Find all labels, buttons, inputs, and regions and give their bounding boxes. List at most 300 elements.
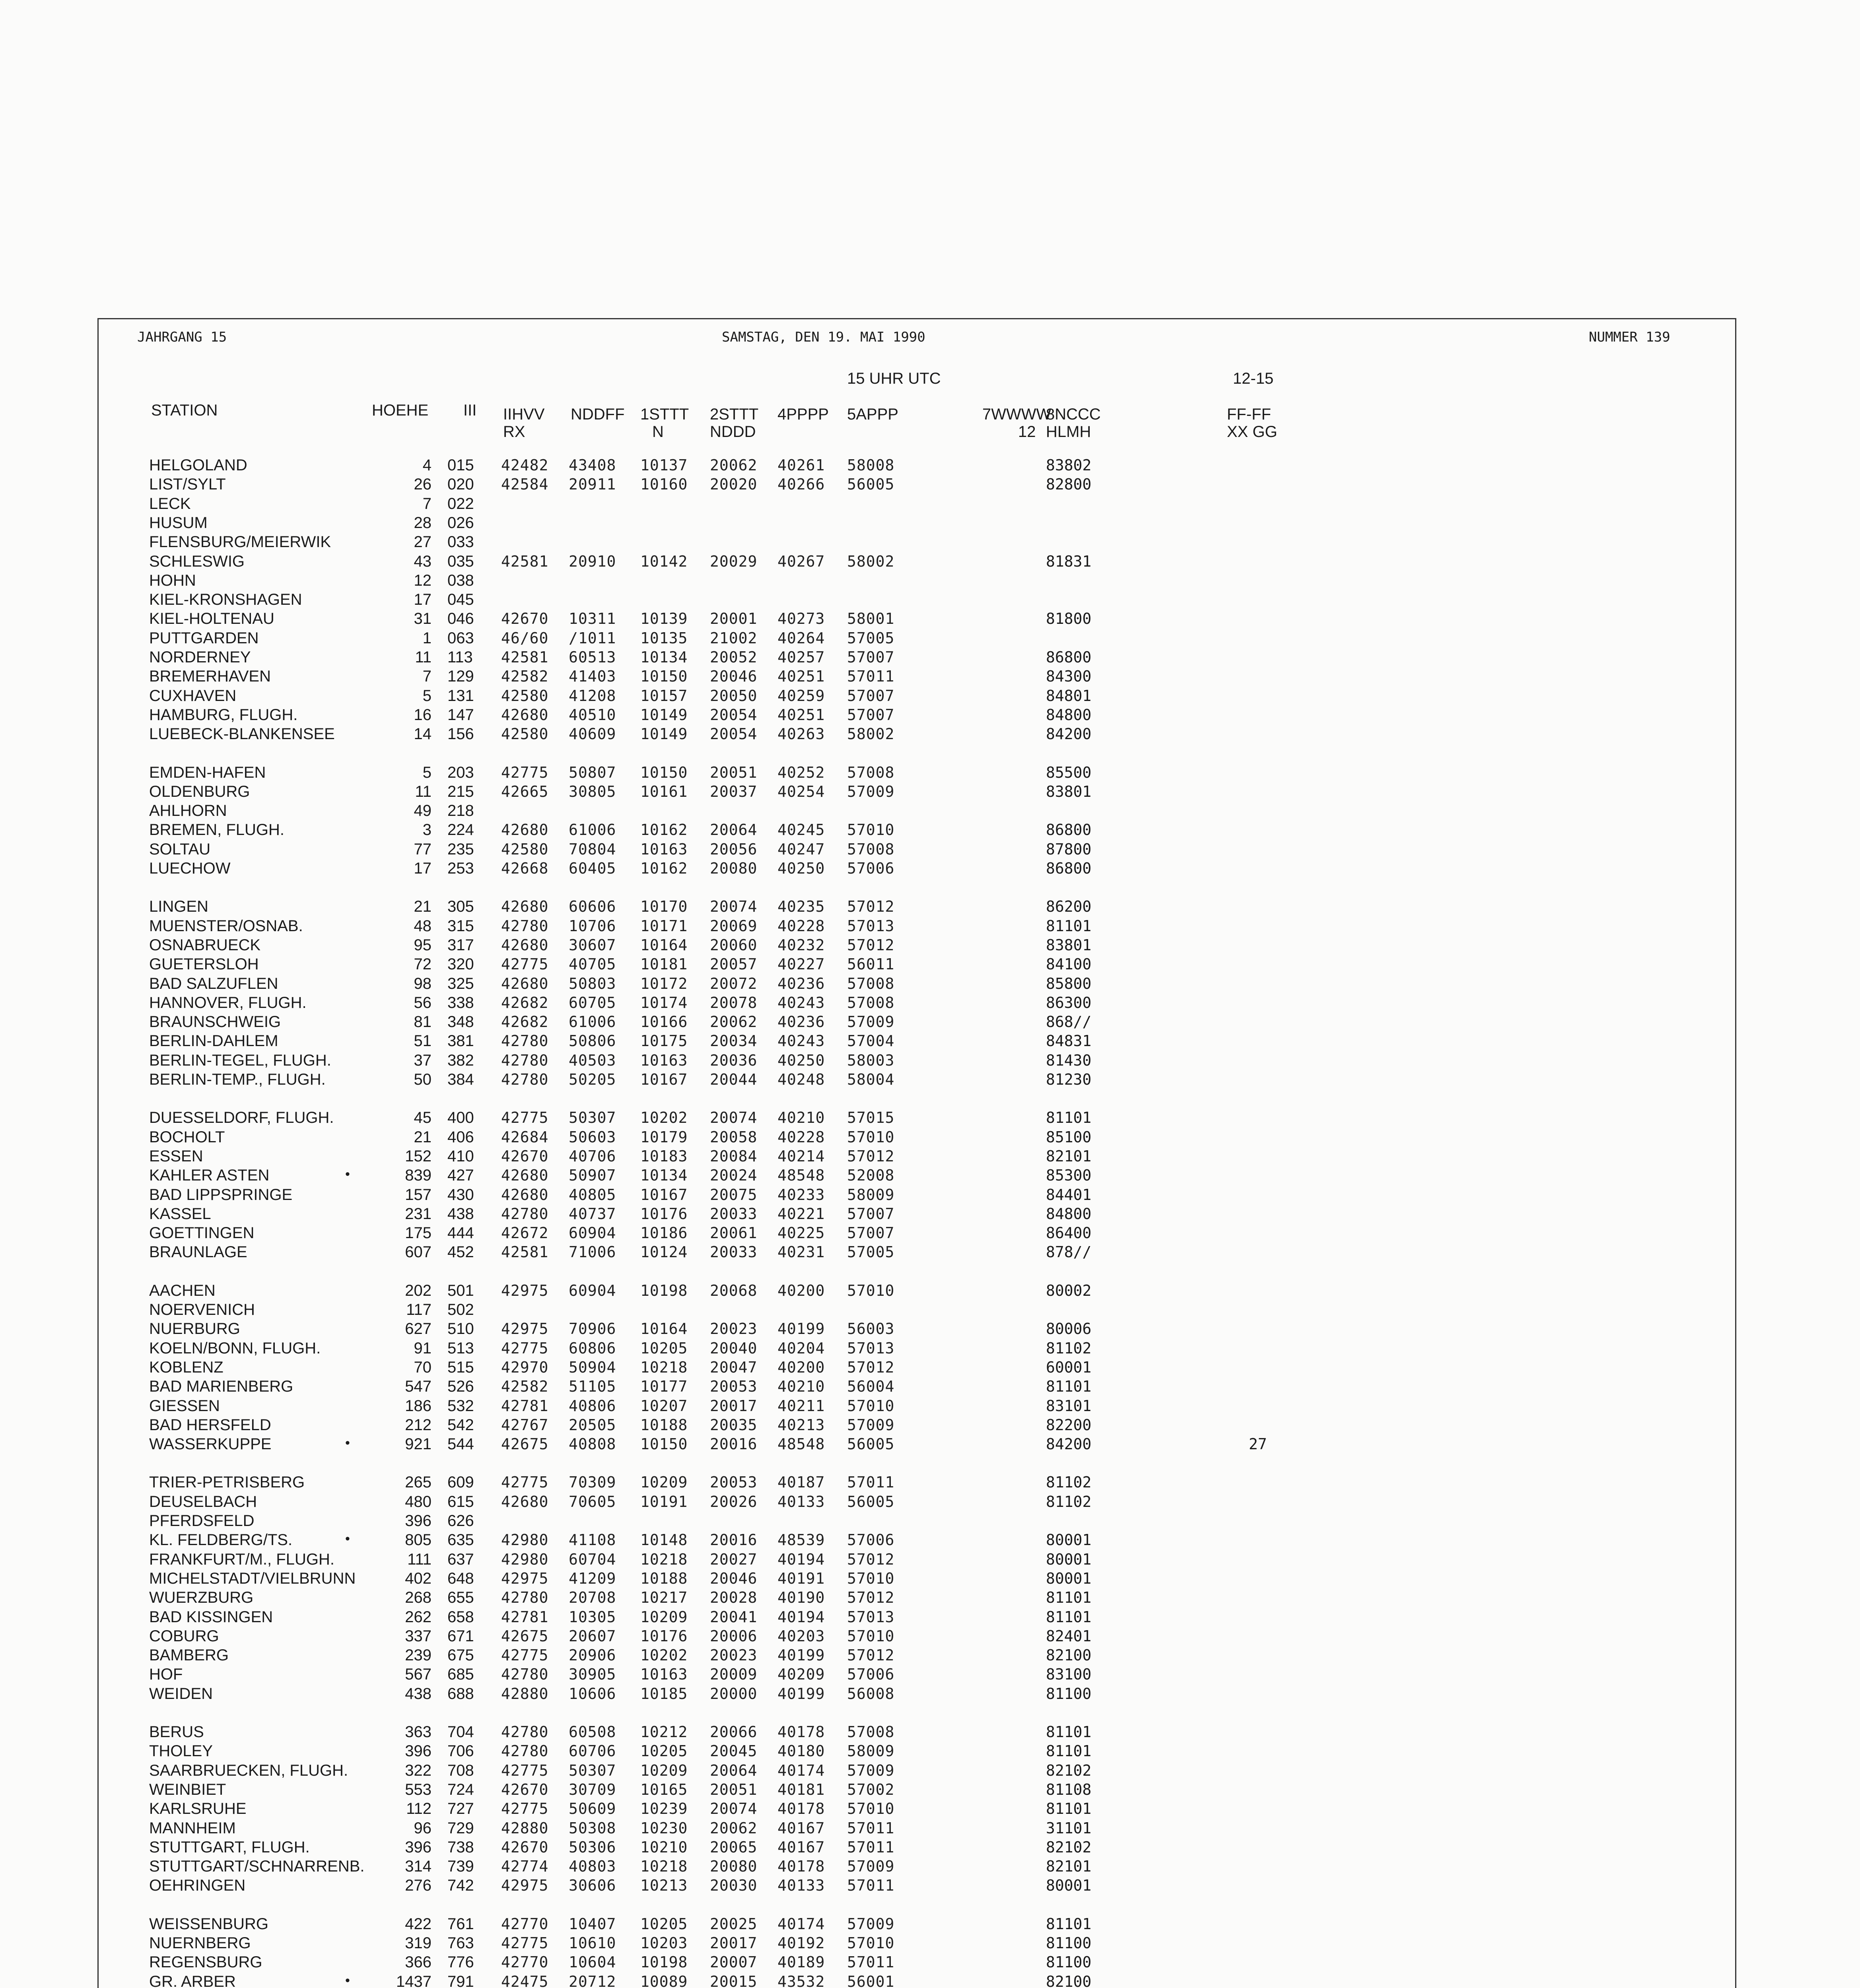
group-6: 57008 [847, 1723, 895, 1741]
group-6: 56008 [847, 1685, 895, 1703]
group-2: 51105 [569, 1378, 616, 1396]
group-1: 42780 [501, 1071, 549, 1088]
group-3: 10209 [640, 1761, 688, 1779]
col-xxgg: XX GG [1227, 423, 1277, 441]
col-nddd: NDDD [710, 423, 756, 441]
group-6: 58001 [847, 610, 895, 628]
group-6: 57002 [847, 1780, 895, 1798]
station-id: 615 [447, 1493, 474, 1510]
group-3: 10150 [640, 1435, 688, 1453]
group-4: 20017 [710, 1397, 758, 1415]
group-6: 57008 [847, 975, 895, 992]
station-id: 685 [447, 1666, 474, 1683]
group-2: 40806 [569, 1397, 616, 1415]
group-4: 20037 [710, 782, 758, 800]
group-4: 20030 [710, 1877, 758, 1895]
group-4: 20062 [710, 1819, 758, 1837]
group-8: 81101 [1046, 1109, 1092, 1127]
group-2: 61006 [569, 1013, 616, 1031]
group-1: 42775 [501, 1109, 549, 1127]
col-iihvv: IIHVV [503, 406, 545, 423]
table-row [0, 1301, 1860, 1320]
station-name: KIEL-KRONSHAGEN [149, 591, 302, 609]
table-row [0, 1762, 1860, 1781]
height: 43 [414, 552, 431, 570]
group-4: 20026 [710, 1493, 758, 1510]
group-8: 86800 [1046, 648, 1092, 666]
station-name: FRANKFURT/M., FLUGH. [149, 1550, 334, 1568]
station-name: GR. ARBER [149, 1972, 236, 1988]
station-name: LUEBECK-BLANKENSEE [149, 725, 335, 743]
height: 547 [405, 1378, 431, 1396]
group-1: 42580 [501, 687, 549, 705]
table-row [0, 610, 1860, 629]
group-1: 42775 [501, 763, 549, 781]
table-row [0, 1416, 1860, 1435]
height: 28 [414, 514, 431, 532]
group-6: 57012 [847, 1550, 895, 1568]
group-5: 40214 [777, 1147, 825, 1165]
station-name: KIEL-HOLTENAU [149, 610, 274, 628]
station-id: 224 [447, 821, 474, 839]
group-4: 21002 [710, 629, 758, 647]
height: 262 [405, 1608, 431, 1626]
group-2: 50609 [569, 1800, 616, 1818]
table-row [0, 1224, 1860, 1243]
group-8: 83801 [1046, 782, 1092, 800]
group-4: 20053 [710, 1474, 758, 1491]
group-8: 31101 [1046, 1819, 1092, 1837]
group-4: 20064 [710, 821, 758, 839]
group-5: 40221 [777, 1205, 825, 1223]
group-2: 60405 [569, 860, 616, 877]
group-8: 85300 [1046, 1167, 1092, 1184]
station-name: BAD SALZUFLEN [149, 975, 278, 992]
station-name: THOLEY [149, 1742, 213, 1760]
group-4: 20023 [710, 1320, 758, 1338]
mountain-marker: • [345, 1531, 350, 1547]
group-1: 42775 [501, 1339, 549, 1357]
station-name: SCHLESWIG [149, 552, 245, 570]
station-id: 063 [447, 629, 474, 647]
group-6: 57012 [847, 1589, 895, 1607]
group-5: 40250 [777, 860, 825, 877]
group-4: 20072 [710, 975, 758, 992]
group-3: 10175 [640, 1032, 688, 1050]
group-2: 40510 [569, 706, 616, 724]
height: 805 [405, 1531, 431, 1549]
table-row [0, 1013, 1860, 1032]
group-1: 42880 [501, 1819, 549, 1837]
group-5: 40236 [777, 1013, 825, 1031]
group-2: 30709 [569, 1780, 616, 1798]
station-name: KARLSRUHE [149, 1800, 247, 1818]
station-name: WEIDEN [149, 1685, 213, 1703]
station-name: BERLIN-TEGEL, FLUGH. [149, 1051, 331, 1069]
height: 839 [405, 1167, 431, 1184]
table-row [0, 456, 1860, 476]
group-1: 42770 [501, 1915, 549, 1933]
group-2: 40706 [569, 1147, 616, 1165]
station-id: 637 [447, 1550, 474, 1568]
group-8: 80001 [1046, 1550, 1092, 1568]
station-id: 791 [447, 1972, 474, 1988]
station-name: MICHELSTADT/VIELBRUNN [149, 1569, 356, 1587]
station-name: BAD MARIENBERG [149, 1378, 293, 1396]
group-3: 10150 [640, 763, 688, 781]
group-5: 40178 [777, 1800, 825, 1818]
group-3: 10181 [640, 955, 688, 973]
group-1: 42684 [501, 1128, 549, 1146]
group-2: 50803 [569, 975, 616, 992]
height: 363 [405, 1723, 431, 1741]
group-3: 10163 [640, 840, 688, 858]
table-row [0, 1953, 1860, 1972]
table-row [0, 821, 1860, 840]
height: 231 [405, 1205, 431, 1223]
group-3: 10188 [640, 1416, 688, 1434]
station-name: LECK [149, 495, 191, 513]
group-6: 57004 [847, 1032, 895, 1050]
group-1: 42775 [501, 1800, 549, 1818]
group-8: 82101 [1046, 1147, 1092, 1165]
group-8: 81230 [1046, 1071, 1092, 1088]
table-row [0, 1512, 1860, 1531]
height: 31 [414, 610, 431, 628]
group-1: 42780 [501, 1205, 549, 1223]
group-8: 82102 [1046, 1838, 1092, 1856]
group-1: 42582 [501, 1378, 549, 1396]
col-hlmh: HLMH [1046, 423, 1091, 441]
station-id: 544 [447, 1435, 474, 1453]
table-row [0, 841, 1860, 860]
group-3: 10157 [640, 687, 688, 705]
col-4pppp: 4PPPP [777, 406, 829, 423]
height: 17 [414, 860, 431, 877]
group-3: 10124 [640, 1243, 688, 1261]
station-id: 688 [447, 1685, 474, 1703]
group-1: 42580 [501, 725, 549, 743]
table-row [0, 1378, 1860, 1397]
group-4: 20074 [710, 898, 758, 916]
group-4: 20015 [710, 1972, 758, 1988]
group-5: 40200 [777, 1358, 825, 1376]
group-8: 84200 [1046, 1435, 1092, 1453]
group-4: 20033 [710, 1243, 758, 1261]
group-4: 20000 [710, 1685, 758, 1703]
group-3: 10202 [640, 1109, 688, 1127]
station-name: AACHEN [149, 1281, 216, 1299]
group-9: 27 [1249, 1435, 1267, 1453]
group-6: 57007 [847, 1205, 895, 1223]
group-6: 57010 [847, 1627, 895, 1645]
group-4: 20074 [710, 1109, 758, 1127]
group-8: 83801 [1046, 936, 1092, 954]
group-5: 40250 [777, 1051, 825, 1069]
table-row [0, 629, 1860, 648]
group-3: 10217 [640, 1589, 688, 1607]
station-id: 675 [447, 1646, 474, 1664]
group-3: 10170 [640, 898, 688, 916]
group-2: 60704 [569, 1550, 616, 1568]
station-id: 510 [447, 1320, 474, 1338]
group-8: 81101 [1046, 917, 1092, 935]
station-name: KOELN/BONN, FLUGH. [149, 1339, 321, 1357]
station-id: 738 [447, 1838, 474, 1856]
table-row [0, 648, 1860, 668]
group-1: 42581 [501, 552, 549, 570]
station-id: 776 [447, 1953, 474, 1971]
station-name: KOBLENZ [149, 1358, 224, 1376]
group-3: 10148 [640, 1531, 688, 1549]
station-name: BREMERHAVEN [149, 668, 271, 685]
station-name: REGENSBURG [149, 1953, 262, 1971]
group-3: 10134 [640, 1167, 688, 1184]
group-5: 40247 [777, 840, 825, 858]
station-name: BAD LIPPSPRINGE [149, 1186, 293, 1204]
station-id: 626 [447, 1512, 474, 1530]
group-8: 878// [1046, 1243, 1092, 1261]
height: 26 [414, 476, 431, 493]
group-5: 40248 [777, 1071, 825, 1088]
group-5: 40210 [777, 1109, 825, 1127]
group-5: 40252 [777, 763, 825, 781]
group-6: 56011 [847, 955, 895, 973]
group-1: 42482 [501, 456, 549, 474]
station-id: 033 [447, 533, 474, 551]
station-name: MUENSTER/OSNAB. [149, 917, 303, 935]
group-5: 40236 [777, 975, 825, 992]
group-8: 84200 [1046, 725, 1092, 743]
group-1: 42670 [501, 1780, 549, 1798]
group-2: 50306 [569, 1838, 616, 1856]
table-row [0, 725, 1860, 744]
group-1: 42682 [501, 1013, 549, 1031]
group-8: 60001 [1046, 1358, 1092, 1376]
station-id: 515 [447, 1358, 474, 1376]
group-3: 10149 [640, 706, 688, 724]
height: 48 [414, 917, 431, 935]
group-4: 20062 [710, 456, 758, 474]
table-row [0, 553, 1860, 572]
station-name: LIST/SYLT [149, 476, 226, 493]
station-name: HAMBURG, FLUGH. [149, 706, 298, 724]
group-2: 10604 [569, 1953, 616, 1971]
height: 91 [414, 1339, 431, 1357]
table-row [0, 514, 1860, 533]
group-2: 40808 [569, 1435, 616, 1453]
table-row [0, 1243, 1860, 1262]
station-name: HOHN [149, 571, 196, 589]
group-8: 868// [1046, 1013, 1092, 1031]
station-id: 427 [447, 1167, 474, 1184]
group-3: 10230 [640, 1819, 688, 1837]
group-5: 40199 [777, 1685, 825, 1703]
height: 12 [414, 571, 431, 589]
group-8: 86800 [1046, 860, 1092, 877]
height: 239 [405, 1646, 431, 1664]
group-3: 10205 [640, 1339, 688, 1357]
group-3: 10167 [640, 1186, 688, 1204]
group-5: 40264 [777, 629, 825, 647]
height: 16 [414, 706, 431, 724]
group-1: 42781 [501, 1608, 549, 1626]
group-1: 42774 [501, 1858, 549, 1875]
group-6: 58002 [847, 552, 895, 570]
group-6: 57010 [847, 1569, 895, 1587]
station-id: 708 [447, 1761, 474, 1779]
table-row [0, 1147, 1860, 1167]
group-2: 20712 [569, 1972, 616, 1988]
table-row [0, 955, 1860, 975]
group-2: 41208 [569, 687, 616, 705]
group-6: 58002 [847, 725, 895, 743]
group-1: 42580 [501, 840, 549, 858]
group-5: 40194 [777, 1550, 825, 1568]
group-8: 84300 [1046, 668, 1092, 685]
group-1: 42775 [501, 1646, 549, 1664]
group-8: 86800 [1046, 821, 1092, 839]
group-4: 20041 [710, 1608, 758, 1626]
table-row [0, 1839, 1860, 1858]
table-row [0, 783, 1860, 802]
table-row [0, 476, 1860, 495]
table-row [0, 1052, 1860, 1071]
group-1: 42682 [501, 994, 549, 1011]
group-1: 42581 [501, 1243, 549, 1261]
group-6: 57005 [847, 629, 895, 647]
height: 56 [414, 994, 431, 1011]
mountain-marker: • [345, 1167, 350, 1182]
group-1: 42670 [501, 1147, 549, 1165]
station-name: BERLIN-DAHLEM [149, 1032, 278, 1050]
group-2: 50806 [569, 1032, 616, 1050]
table-row [0, 860, 1860, 879]
station-id: 501 [447, 1281, 474, 1299]
station-id: 035 [447, 552, 474, 570]
col-n: N [652, 423, 664, 441]
station-name: STUTTGART/SCHNARRENB. [149, 1858, 365, 1875]
station-id: 113 [447, 648, 473, 666]
table-row [0, 1551, 1860, 1570]
group-5: 40203 [777, 1627, 825, 1645]
group-6: 56001 [847, 1972, 895, 1988]
table-row [0, 802, 1860, 821]
group-8: 81101 [1046, 1800, 1092, 1818]
group-6: 57007 [847, 1224, 895, 1242]
station-id: 438 [447, 1205, 474, 1223]
group-8: 81100 [1046, 1953, 1092, 1971]
table-row [0, 898, 1860, 917]
group-6: 57006 [847, 1531, 895, 1549]
group-2: 30805 [569, 782, 616, 800]
group-4: 20054 [710, 706, 758, 724]
col-8nccc: 8NCCC [1046, 406, 1101, 423]
height: 152 [405, 1147, 431, 1165]
station-id: 727 [447, 1800, 474, 1818]
group-4: 20017 [710, 1934, 758, 1952]
height: 5 [422, 687, 431, 705]
station-name: DUESSELDORF, FLUGH. [149, 1109, 334, 1127]
group-6: 56004 [847, 1378, 895, 1396]
station-id: 502 [447, 1301, 474, 1318]
group-4: 20006 [710, 1627, 758, 1645]
group-6: 57007 [847, 706, 895, 724]
height: 96 [414, 1819, 431, 1837]
station-id: 542 [447, 1416, 474, 1434]
group-4: 20080 [710, 860, 758, 877]
table-row [0, 1877, 1860, 1896]
group-6: 57011 [847, 1819, 895, 1837]
group-2: 20708 [569, 1589, 616, 1607]
group-1: 42680 [501, 898, 549, 916]
station-name: BERUS [149, 1723, 204, 1741]
height: 175 [405, 1224, 431, 1242]
station-id: 406 [447, 1128, 474, 1146]
group-6: 56005 [847, 1435, 895, 1453]
group-1: 42780 [501, 1723, 549, 1741]
group-2: 41108 [569, 1531, 616, 1549]
group-5: 40181 [777, 1780, 825, 1798]
group-4: 20016 [710, 1435, 758, 1453]
group-5: 40191 [777, 1569, 825, 1587]
group-1: 42670 [501, 610, 549, 628]
station-id: 253 [447, 860, 474, 877]
table-row [0, 1435, 1860, 1454]
station-name: SAARBRUECKEN, FLUGH. [149, 1761, 348, 1779]
col-12: 12 [1018, 423, 1036, 441]
group-6: 56005 [847, 1493, 895, 1510]
group-3: 10207 [640, 1397, 688, 1415]
station-name: HOF [149, 1666, 183, 1683]
station-name: KASSEL [149, 1205, 211, 1223]
station-id: 400 [447, 1109, 474, 1127]
group-3: 10174 [640, 994, 688, 1011]
table-row [0, 1359, 1860, 1378]
group-1: 42775 [501, 1761, 549, 1779]
table-row [0, 533, 1860, 552]
group-1: 42780 [501, 1666, 549, 1683]
table-row [0, 1282, 1860, 1301]
station-id: 305 [447, 898, 474, 916]
group-8: 81800 [1046, 610, 1092, 628]
group-4: 20045 [710, 1742, 758, 1760]
table-row [0, 1320, 1860, 1339]
group-5: 40257 [777, 648, 825, 666]
table-row [0, 1128, 1860, 1147]
group-2: 60508 [569, 1723, 616, 1741]
station-id: 704 [447, 1723, 474, 1741]
group-4: 20080 [710, 1858, 758, 1875]
group-5: 40254 [777, 782, 825, 800]
col-1sttt: 1STTT [640, 406, 689, 423]
height: 17 [414, 591, 431, 609]
group-5: 48548 [777, 1435, 825, 1453]
station-id: 156 [447, 725, 474, 743]
group-4: 20050 [710, 687, 758, 705]
group-3: 10185 [640, 1685, 688, 1703]
station-name: TRIER-PETRISBERG [149, 1474, 305, 1491]
height: 422 [405, 1915, 431, 1933]
group-4: 20054 [710, 725, 758, 743]
group-5: 40225 [777, 1224, 825, 1242]
station-name: NUERNBERG [149, 1934, 251, 1952]
station-name: BAD KISSINGEN [149, 1608, 273, 1626]
station-name: KL. FELDBERG/TS. [149, 1531, 293, 1549]
height: 21 [414, 898, 431, 916]
group-8: 81430 [1046, 1051, 1092, 1069]
height: 212 [405, 1416, 431, 1434]
